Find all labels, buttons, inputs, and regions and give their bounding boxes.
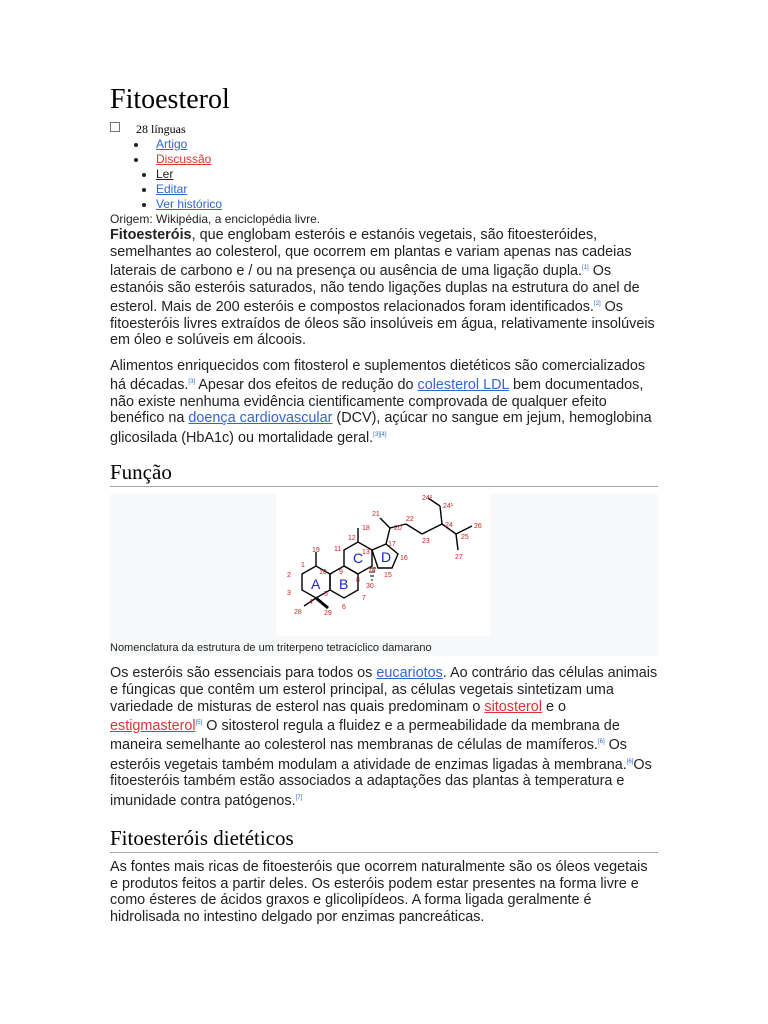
text-run: Os esteróis vegetais também modulam a atividade de enzimas ligadas à membrana. [110, 737, 627, 773]
structure-diagram[interactable] [276, 494, 490, 636]
atom-14: 14 [368, 567, 376, 575]
atom-13: 13 [362, 549, 370, 557]
diagram-background [276, 494, 490, 636]
atom-25: 25 [461, 534, 469, 542]
atom-26: 26 [474, 523, 482, 531]
bullet-icon [134, 143, 138, 147]
text-run: , que englobam esteróis e estanóis vegetais, são fitoesteróides, semelhantes ao colesterol, que ocorrem em plantas e variam apenas nas cadeias laterais de carbono e / ou na presença ou ausência de uma ligação dupla. [110, 227, 632, 279]
text-run: (DCV), açúcar no sangue em jejum, hemoglobina glicosilada (HbA1c) ou mortalidade geral. [110, 410, 652, 446]
action-historico[interactable] [110, 197, 658, 212]
link-colesterol-ldl[interactable]: colesterol LDL [417, 377, 509, 394]
intro-paragraph-2 [110, 358, 658, 447]
action-editar-link[interactable]: Editar [156, 182, 188, 196]
ring-label-c: C [353, 550, 364, 567]
link-estigmasterol[interactable]: estigmasterol [110, 717, 196, 734]
action-editar[interactable] [110, 182, 658, 197]
figure-damarane [110, 494, 658, 656]
link-eucariotos[interactable]: eucariotos [376, 665, 443, 682]
atom-10: 10 [319, 569, 327, 577]
atom-27: 27 [455, 554, 463, 562]
text-run: O sitosterol regula a fluidez e a permeabilidade da membrana de maneira semelhante ao colesterol nas membranas de células de mamíferos. [110, 717, 620, 754]
dieteticos-paragraph: As fontes mais ricas de fitoesteróis que ocorrem naturalmente são os óleos vegetais e produtos feitos a partir deles. Os esteróis podem estar presentes na forma livre e como ésteres de ácidos graxos e glicolipídeos. A forma ligada geralmente é hidrolisada no intestino delgado por enzimas pancreáticas. [110, 859, 648, 926]
action-ler[interactable] [110, 167, 658, 182]
atom-17: 17 [388, 541, 396, 549]
atom-24-2: 24² [422, 495, 433, 503]
atom-21: 21 [372, 511, 380, 519]
article-content [110, 82, 658, 926]
bullet-icon [142, 173, 146, 177]
atom-12: 12 [348, 535, 356, 543]
atom-24: 24 [445, 522, 453, 530]
atom-6: 6 [342, 604, 346, 612]
text-run: Os fitoesteróis também estão associados a adaptações das plantas à temperatura e imunidade contra patógenos. [110, 756, 652, 809]
atom-4: 4 [309, 599, 313, 607]
action-ler-link[interactable]: Ler [156, 167, 174, 181]
ref-5[interactable]: [5] [195, 720, 203, 727]
atom-24-1: 24¹ [443, 503, 454, 511]
ref-1[interactable]: [1] [582, 265, 589, 272]
link-sitosterol[interactable]: sitosterol [484, 698, 542, 715]
atom-28: 28 [294, 609, 302, 617]
language-count[interactable]: 28 línguas [136, 122, 186, 136]
ref-3-4[interactable]: [3][4] [373, 431, 387, 438]
atom-29: 29 [324, 610, 332, 618]
text-run: e o [541, 698, 566, 715]
ring-label-a: A [311, 576, 321, 593]
action-historico-link[interactable]: Ver histórico [156, 197, 223, 211]
atom-23: 23 [422, 538, 430, 546]
atom-20: 20 [394, 525, 402, 533]
atom-15: 15 [384, 572, 392, 580]
text-run: Os esteróis são essenciais para todos os [110, 665, 377, 682]
ref-2[interactable]: [2] [593, 301, 601, 308]
figure-caption: Nomenclatura da estrutura de um triterpeno tetracíclico damarano [110, 642, 432, 655]
atom-9: 9 [339, 569, 343, 577]
tab-artigo-link[interactable]: Artigo [156, 137, 188, 151]
text-run: Os estanóis são esteróis saturados, não tendo ligações duplas na estrutura do anel de esterol. Mais de 200 esteróis e compostos relacionados foram identificados. [110, 262, 640, 315]
term-bold: Fitoesteróis [110, 227, 192, 243]
ref-6b[interactable]: [6] [626, 758, 634, 765]
ref-6a[interactable]: [6] [597, 739, 605, 746]
text-run: bem documentados, não existe nenhuma evidência cientificamente comprovada de qualquer efeito benéfico na [110, 377, 644, 427]
atom-11: 11 [334, 546, 342, 554]
language-selector[interactable] [110, 121, 658, 137]
atom-19: 19 [312, 547, 320, 555]
origin-note: Origem: Wikipédia, a enciclopédia livre. [110, 212, 321, 226]
text-run: . Ao contrário das células animais e fúngicas que contêm um esterol principal, as células vegetais sintetizam uma variedade de misturas de esterol nas quais predominam o [110, 665, 658, 715]
atom-5: 5 [324, 591, 328, 599]
funcao-paragraph [110, 665, 658, 809]
atom-16: 16 [400, 555, 408, 563]
bullet-icon [134, 158, 138, 162]
text-run: Apesar dos efeitos de redução do [195, 377, 418, 394]
intro-paragraph-1 [110, 227, 658, 349]
text-run: Alimentos enriquecidos com fitosterol e suplementos dietéticos são comercializados há décadas. [110, 357, 646, 394]
atom-3: 3 [287, 590, 291, 598]
language-checkbox-icon[interactable] [110, 122, 120, 132]
ref-3[interactable]: [3] [188, 379, 196, 386]
bullet-icon [142, 203, 146, 207]
tab-discussao[interactable] [110, 152, 658, 167]
atom-18: 18 [362, 525, 370, 533]
bullet-icon [142, 188, 146, 192]
heading-funcao: Função [110, 459, 658, 487]
ref-7[interactable]: [7] [295, 794, 303, 801]
atom-22: 22 [406, 516, 414, 524]
page-title: Fitoesterol [110, 84, 230, 115]
link-doenca-cardiovascular[interactable]: doença cardiovascular [188, 410, 333, 427]
atom-8: 8 [356, 577, 360, 585]
ring-label-b: B [339, 576, 349, 593]
atom-30: 30 [366, 583, 374, 591]
atom-2: 2 [287, 572, 291, 580]
tab-artigo[interactable] [110, 137, 658, 152]
atom-7: 7 [362, 595, 366, 603]
page-tabs [110, 137, 658, 212]
text-run: Os fitoesteróis livres extraídos de óleos são insolúveis em água, relativamente insolúveis em óleo e solúveis em álcoois. [110, 298, 655, 349]
tab-discussao-link[interactable]: Discussão [156, 152, 212, 166]
heading-fitoesterois-dieteticos: Fitoesteróis dietéticos [110, 825, 658, 853]
atom-1: 1 [301, 562, 305, 570]
ring-label-d: D [381, 549, 392, 566]
